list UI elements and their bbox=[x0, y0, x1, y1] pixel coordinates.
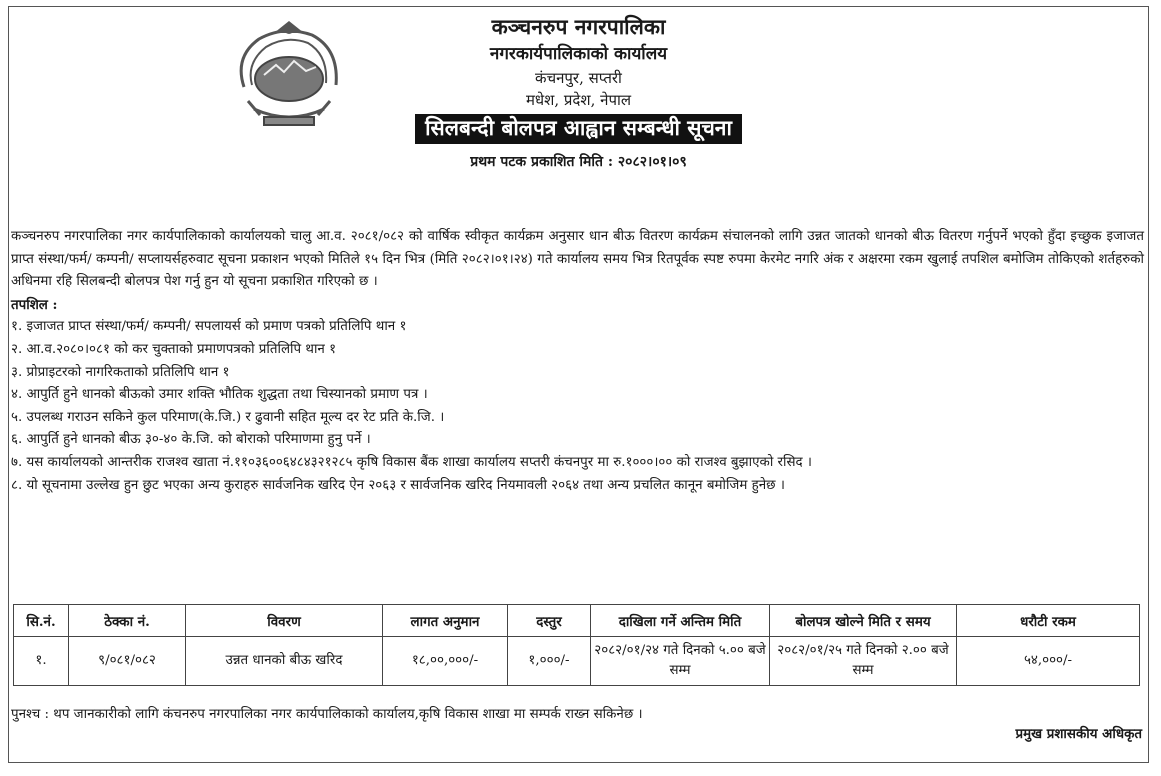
list-item: ४. आपुर्ति हुने धानको बीऊको उमार शक्ति भौतिक शुद्धता तथा चिस्यानको प्रमाण पत्र । bbox=[11, 387, 428, 403]
footer-note: पुनश्च : थप जानकारीको लागि कंचनरुप नगरपालिका नगर कार्यपालिकाको कार्यालय,कृषि विकास शाखा मा सम्पर्क राख्न सकिनेछ । bbox=[11, 707, 643, 722]
notice-header bbox=[9, 13, 1148, 171]
notice-page bbox=[8, 6, 1149, 763]
first-published-date: प्रथम पटक प्रकाशित मिति : २०८२।०१।०९ bbox=[470, 154, 687, 170]
table-cell: २०८२/०१/२५ गते दिनको २.०० बजे सम्म bbox=[770, 637, 957, 686]
column-header: दाखिला गर्ने अन्तिम मिति bbox=[591, 605, 770, 637]
column-header: धरौटी रकम bbox=[957, 605, 1140, 637]
list-item: १. इजाजत प्राप्त संस्था/फर्म/ कम्पनी/ सपलायर्स को प्रमाण पत्रको प्रतिलिपि थान १ bbox=[11, 319, 407, 335]
notice-paragraph: कञ्चनरुप नगरपालिका नगर कार्यपालिकाको कार्यालयको चालु आ.व. २०८१/०८२ को वार्षिक स्वीकृत कार्यक्रम अनुसार धान बीऊ वितरण कार्यक्रम संचालनको लागि उन्नत जातको धानको बीऊ वितरण गर्नुपर्ने भएको हुँदा इच्छुक इजाजत प्राप्त संस्था/फर्म/ कम्पनी/ सप्लायर्सहरुवाट सूचना प्रकाशन भएको मितिले १५ दिन भित्र (मिति २०८२।०१।२४) गते कार्यालय समय भित्र रितपूर्वक स्पष्ट रुपमा केरमेट नगरि अंक र अक्षरमा रकम खुलाई तपशिल बमोजिम तोकिएको शर्तहरुको अधिनमा रहि सिलबन्दी बोलपत्र पेश गर्नु हुन यो सूचना प्रकाशित गरिएको छ । bbox=[11, 229, 1144, 290]
table-cell: २०८२/०१/२४ गते दिनको ५.०० बजे सम्म bbox=[591, 637, 770, 686]
list-item: ७. यस कार्यालयको आन्तरीक राजश्व खाता नं.११०३६००६४८४३२१२८५ कृषि विकास बैंक शाखा कार्यालय सप्तरी कंचनपुर मा रु.१०००।०० को राजश्व बुझाएको रसिद । bbox=[11, 454, 812, 470]
table-cell: ९/०८१/०८२ bbox=[69, 637, 186, 686]
column-header: सि.नं. bbox=[14, 605, 69, 637]
list-item: ५. उपलब्ध गराउन सकिने कुल परिमाण(के.जि.) र ढुवानी सहित मूल्य दर रेट प्रति के.जि. । bbox=[11, 409, 445, 425]
notice-title: सिलबन्दी बोलपत्र आह्वान सम्बन्धी सूचना bbox=[415, 114, 742, 144]
office-name: कञ्चनरुप नगरपालिका bbox=[491, 14, 666, 39]
table-cell: १८,००,०००/- bbox=[383, 637, 508, 686]
tender-table bbox=[13, 604, 1140, 686]
table-header-row bbox=[14, 605, 1140, 637]
address-province: मधेश, प्रदेश, नेपाल bbox=[525, 91, 632, 109]
table-row bbox=[14, 637, 1140, 686]
table-cell: उन्नत धानको बीऊ खरिद bbox=[186, 637, 383, 686]
table-cell: १. bbox=[14, 637, 69, 686]
column-header: बोलपत्र खोल्ने मिति र समय bbox=[770, 605, 957, 637]
list-item: २. आ.व.२०८०।०८१ को कर चुक्ताको प्रमाणपत्रको प्रतिलिपि थान १ bbox=[11, 341, 337, 357]
signature: प्रमुख प्रशासकीय अधिकृत bbox=[1015, 726, 1142, 742]
column-header: दस्तुर bbox=[508, 605, 591, 637]
address-city: कंचनपुर, सप्तरी bbox=[535, 69, 622, 87]
column-header: लागत अनुमान bbox=[383, 605, 508, 637]
details-heading: तपशिल : bbox=[11, 296, 58, 313]
column-header: ठेक्का नं. bbox=[69, 605, 186, 637]
column-header: विवरण bbox=[186, 605, 383, 637]
table-cell: १,०००/- bbox=[508, 637, 591, 686]
list-item: ८. यो सूचनामा उल्लेख हुन छुट भएका अन्य कुराहरु सार्वजनिक खरिद ऐन २०६३ र सार्वजनिक खरिद नियमावली २०६४ तथा अन्य प्रचलित कानून बमोजिम हुनेछ । bbox=[11, 477, 785, 493]
notice-body bbox=[11, 226, 1144, 497]
list-item: ३. प्रोप्राइटरको नागरिकताको प्रतिलिपि थान १ bbox=[11, 364, 230, 380]
sub-office-name: नगरकार्यपालिकाको कार्यालय bbox=[489, 44, 668, 64]
list-item: ६. आपुर्ति हुने धानको बीऊ ३०-४० के.जि. को बोराको परिमाणमा हुनु पर्ने । bbox=[11, 432, 371, 448]
table-cell: ५४,०००/- bbox=[957, 637, 1140, 686]
